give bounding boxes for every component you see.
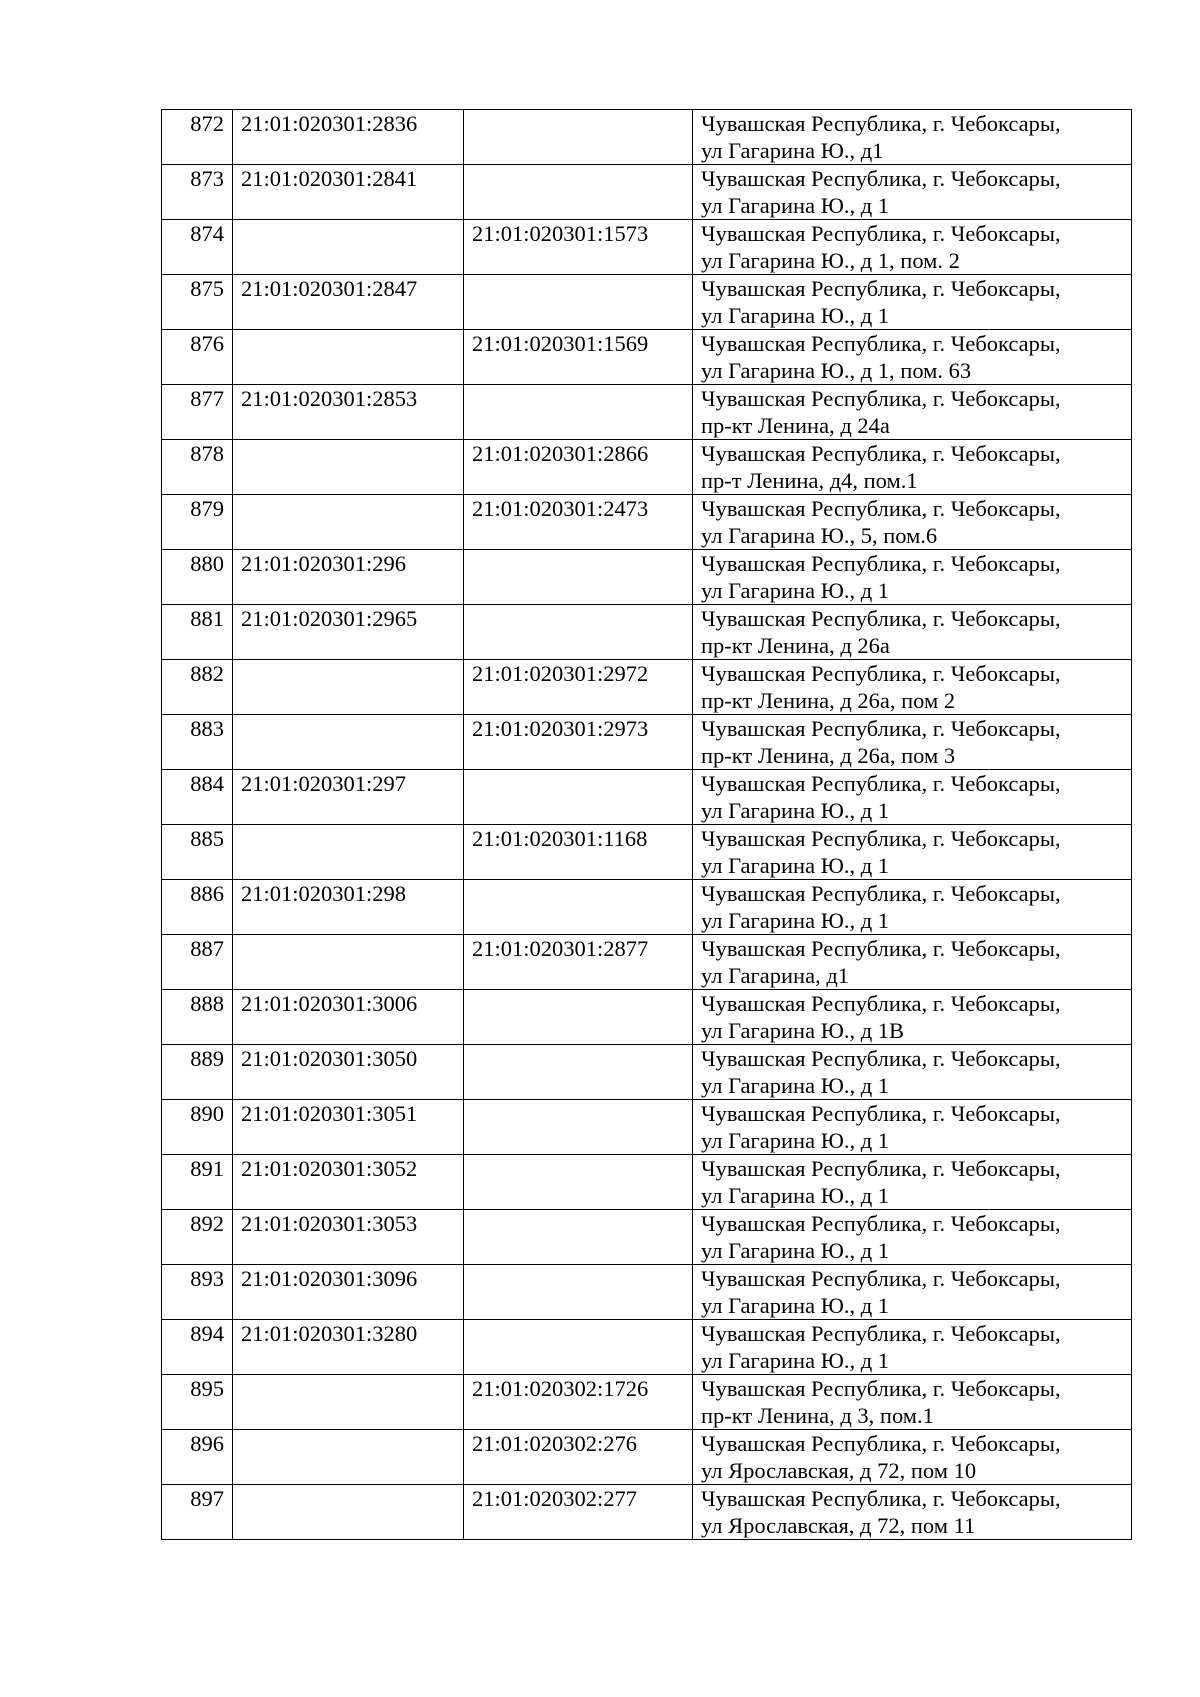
table-row [162, 385, 1132, 440]
table-row [162, 1375, 1132, 1430]
table-row [162, 220, 1132, 275]
premises-cadastral-number-cell [464, 1210, 693, 1265]
building-cadastral-number-cell [233, 1375, 464, 1430]
row-number-cell: 875 [162, 275, 233, 330]
address-line-1: Чувашская Республика, г. Чебоксары, [701, 1486, 1061, 1511]
premises-cadastral-number-cell [464, 880, 693, 935]
premises-cadastral-number-cell [464, 550, 693, 605]
premises-cadastral-number-cell: 21:01:020301:2473 [464, 495, 693, 550]
address-line-1: Чувашская Республика, г. Чебоксары, [701, 881, 1061, 906]
address-line-1: Чувашская Республика, г. Чебоксары, [701, 1211, 1061, 1236]
address-line-2: ул Гагарина Ю., д 1, пом. 2 [701, 248, 960, 273]
row-number-cell: 874 [162, 220, 233, 275]
row-number-cell: 883 [162, 715, 233, 770]
premises-cadastral-number-cell [464, 1320, 693, 1375]
address-cell [693, 1045, 1132, 1100]
address-line-1: Чувашская Республика, г. Чебоксары, [701, 716, 1061, 741]
building-cadastral-number-cell: 21:01:020301:3050 [233, 1045, 464, 1100]
address-line-2: ул Ярославская, д 72, пом 10 [701, 1458, 977, 1483]
cadastral-registry-table [161, 109, 1132, 1540]
address-line-1: Чувашская Республика, г. Чебоксары, [701, 386, 1061, 411]
address-line-1: Чувашская Республика, г. Чебоксары, [701, 1156, 1061, 1181]
address-cell [693, 1265, 1132, 1320]
premises-cadastral-number-cell: 21:01:020301:1168 [464, 825, 693, 880]
premises-cadastral-number-cell [464, 165, 693, 220]
address-line-1: Чувашская Республика, г. Чебоксары, [701, 826, 1061, 851]
address-cell [693, 1430, 1132, 1485]
row-number-cell: 893 [162, 1265, 233, 1320]
building-cadastral-number-cell [233, 440, 464, 495]
address-line-1: Чувашская Республика, г. Чебоксары, [701, 1046, 1061, 1071]
premises-cadastral-number-cell [464, 1155, 693, 1210]
building-cadastral-number-cell [233, 220, 464, 275]
address-line-2: ул Ярославская, д 72, пом 11 [701, 1513, 976, 1538]
address-line-2: ул Гагарина, д1 [701, 963, 850, 988]
building-cadastral-number-cell: 21:01:020301:298 [233, 880, 464, 935]
table-row [162, 110, 1132, 165]
row-number-cell: 890 [162, 1100, 233, 1155]
row-number-cell: 888 [162, 990, 233, 1045]
address-line-1: Чувашская Республика, г. Чебоксары, [701, 551, 1061, 576]
building-cadastral-number-cell [233, 660, 464, 715]
address-line-1: Чувашская Республика, г. Чебоксары, [701, 661, 1061, 686]
address-cell [693, 605, 1132, 660]
premises-cadastral-number-cell: 21:01:020302:276 [464, 1430, 693, 1485]
row-number-cell: 896 [162, 1430, 233, 1485]
address-line-1: Чувашская Республика, г. Чебоксары, [701, 166, 1061, 191]
address-cell [693, 330, 1132, 385]
address-line-1: Чувашская Республика, г. Чебоксары, [701, 1266, 1061, 1291]
address-line-1: Чувашская Республика, г. Чебоксары, [701, 936, 1061, 961]
table-row [162, 440, 1132, 495]
address-line-2: пр-кт Ленина, д 24а [701, 413, 890, 438]
premises-cadastral-number-cell: 21:01:020301:2877 [464, 935, 693, 990]
address-cell [693, 220, 1132, 275]
address-cell [693, 990, 1132, 1045]
premises-cadastral-number-cell: 21:01:020301:2866 [464, 440, 693, 495]
address-line-1: Чувашская Республика, г. Чебоксары, [701, 221, 1061, 246]
address-line-1: Чувашская Республика, г. Чебоксары, [701, 496, 1061, 521]
premises-cadastral-number-cell: 21:01:020301:1573 [464, 220, 693, 275]
address-line-2: ул Гагарина Ю., д 1 [701, 853, 890, 878]
row-number-cell: 882 [162, 660, 233, 715]
address-line-1: Чувашская Республика, г. Чебоксары, [701, 1431, 1061, 1456]
address-line-1: Чувашская Республика, г. Чебоксары, [701, 1321, 1061, 1346]
registry-table-body [162, 110, 1132, 1540]
address-line-2: ул Гагарина Ю., д 1 [701, 1073, 890, 1098]
address-cell [693, 110, 1132, 165]
address-cell [693, 1320, 1132, 1375]
address-line-2: ул Гагарина Ю., д 1 [701, 1293, 890, 1318]
premises-cadastral-number-cell: 21:01:020302:277 [464, 1485, 693, 1540]
address-line-1: Чувашская Республика, г. Чебоксары, [701, 606, 1061, 631]
table-row [162, 165, 1132, 220]
premises-cadastral-number-cell [464, 385, 693, 440]
premises-cadastral-number-cell [464, 1100, 693, 1155]
premises-cadastral-number-cell [464, 110, 693, 165]
building-cadastral-number-cell [233, 1430, 464, 1485]
building-cadastral-number-cell: 21:01:020301:2965 [233, 605, 464, 660]
table-row [162, 1265, 1132, 1320]
address-cell [693, 550, 1132, 605]
address-line-2: пр-т Ленина, д4, пом.1 [701, 468, 918, 493]
table-row [162, 880, 1132, 935]
row-number-cell: 881 [162, 605, 233, 660]
row-number-cell: 895 [162, 1375, 233, 1430]
building-cadastral-number-cell: 21:01:020301:3051 [233, 1100, 464, 1155]
address-cell [693, 880, 1132, 935]
address-cell [693, 1100, 1132, 1155]
row-number-cell: 887 [162, 935, 233, 990]
building-cadastral-number-cell: 21:01:020301:2836 [233, 110, 464, 165]
row-number-cell: 894 [162, 1320, 233, 1375]
premises-cadastral-number-cell: 21:01:020301:2972 [464, 660, 693, 715]
address-line-2: пр-кт Ленина, д 26а [701, 633, 890, 658]
premises-cadastral-number-cell: 21:01:020301:1569 [464, 330, 693, 385]
building-cadastral-number-cell [233, 935, 464, 990]
row-number-cell: 891 [162, 1155, 233, 1210]
address-cell [693, 165, 1132, 220]
table-row [162, 1485, 1132, 1540]
building-cadastral-number-cell [233, 495, 464, 550]
address-line-2: ул Гагарина Ю., д 1 [701, 578, 890, 603]
row-number-cell: 884 [162, 770, 233, 825]
building-cadastral-number-cell: 21:01:020301:3006 [233, 990, 464, 1045]
table-row [162, 605, 1132, 660]
table-row [162, 1210, 1132, 1265]
row-number-cell: 873 [162, 165, 233, 220]
address-cell [693, 440, 1132, 495]
address-cell [693, 715, 1132, 770]
premises-cadastral-number-cell: 21:01:020301:2973 [464, 715, 693, 770]
address-line-2: ул Гагарина Ю., д 1 [701, 193, 890, 218]
premises-cadastral-number-cell [464, 605, 693, 660]
row-number-cell: 892 [162, 1210, 233, 1265]
table-row [162, 1155, 1132, 1210]
address-line-2: ул Гагарина Ю., д 1 [701, 908, 890, 933]
address-line-2: пр-кт Ленина, д 26а, пом 3 [701, 743, 956, 768]
building-cadastral-number-cell: 21:01:020301:2853 [233, 385, 464, 440]
building-cadastral-number-cell: 21:01:020301:3280 [233, 1320, 464, 1375]
address-line-2: ул Гагарина Ю., д1 [701, 138, 884, 163]
premises-cadastral-number-cell [464, 1045, 693, 1100]
address-cell [693, 385, 1132, 440]
address-line-1: Чувашская Республика, г. Чебоксары, [701, 276, 1061, 301]
building-cadastral-number-cell [233, 715, 464, 770]
address-cell [693, 1375, 1132, 1430]
building-cadastral-number-cell [233, 330, 464, 385]
address-line-1: Чувашская Республика, г. Чебоксары, [701, 331, 1061, 356]
row-number-cell: 880 [162, 550, 233, 605]
address-line-2: ул Гагарина Ю., д 1 [701, 1128, 890, 1153]
address-line-1: Чувашская Республика, г. Чебоксары, [701, 1376, 1061, 1401]
table-row [162, 935, 1132, 990]
building-cadastral-number-cell [233, 825, 464, 880]
row-number-cell: 872 [162, 110, 233, 165]
table-row [162, 1100, 1132, 1155]
table-row [162, 275, 1132, 330]
table-row [162, 495, 1132, 550]
building-cadastral-number-cell: 21:01:020301:296 [233, 550, 464, 605]
address-line-2: ул Гагарина Ю., д 1 [701, 798, 890, 823]
address-line-2: пр-кт Ленина, д 3, пом.1 [701, 1403, 934, 1428]
address-line-2: ул Гагарина Ю., д 1 [701, 1348, 890, 1373]
premises-cadastral-number-cell [464, 990, 693, 1045]
address-cell [693, 275, 1132, 330]
premises-cadastral-number-cell [464, 1265, 693, 1320]
address-line-1: Чувашская Республика, г. Чебоксары, [701, 111, 1061, 136]
address-line-1: Чувашская Республика, г. Чебоксары, [701, 771, 1061, 796]
row-number-cell: 879 [162, 495, 233, 550]
table-row [162, 660, 1132, 715]
row-number-cell: 878 [162, 440, 233, 495]
table-row [162, 1430, 1132, 1485]
row-number-cell: 885 [162, 825, 233, 880]
building-cadastral-number-cell: 21:01:020301:2847 [233, 275, 464, 330]
address-line-2: ул Гагарина Ю., д 1 [701, 303, 890, 328]
address-cell [693, 660, 1132, 715]
building-cadastral-number-cell: 21:01:020301:297 [233, 770, 464, 825]
row-number-cell: 889 [162, 1045, 233, 1100]
premises-cadastral-number-cell [464, 275, 693, 330]
address-cell [693, 770, 1132, 825]
building-cadastral-number-cell [233, 1485, 464, 1540]
building-cadastral-number-cell: 21:01:020301:2841 [233, 165, 464, 220]
address-cell [693, 1210, 1132, 1265]
table-row [162, 1320, 1132, 1375]
table-row [162, 990, 1132, 1045]
address-line-2: ул Гагарина Ю., д 1, пом. 63 [701, 358, 972, 383]
address-line-2: ул Гагарина Ю., д 1 [701, 1183, 890, 1208]
address-line-2: ул Гагарина Ю., д 1 [701, 1238, 890, 1263]
premises-cadastral-number-cell: 21:01:020302:1726 [464, 1375, 693, 1430]
address-cell [693, 1485, 1132, 1540]
address-line-2: пр-кт Ленина, д 26а, пом 2 [701, 688, 956, 713]
premises-cadastral-number-cell [464, 770, 693, 825]
building-cadastral-number-cell: 21:01:020301:3096 [233, 1265, 464, 1320]
address-cell [693, 935, 1132, 990]
address-line-1: Чувашская Республика, г. Чебоксары, [701, 991, 1061, 1016]
row-number-cell: 877 [162, 385, 233, 440]
building-cadastral-number-cell: 21:01:020301:3053 [233, 1210, 464, 1265]
row-number-cell: 876 [162, 330, 233, 385]
address-line-1: Чувашская Республика, г. Чебоксары, [701, 441, 1061, 466]
address-cell [693, 825, 1132, 880]
address-line-2: ул Гагарина Ю., д 1В [701, 1018, 905, 1043]
row-number-cell: 897 [162, 1485, 233, 1540]
table-row [162, 1045, 1132, 1100]
table-row [162, 770, 1132, 825]
address-line-2: ул Гагарина Ю., 5, пом.6 [701, 523, 938, 548]
row-number-cell: 886 [162, 880, 233, 935]
building-cadastral-number-cell: 21:01:020301:3052 [233, 1155, 464, 1210]
table-row [162, 825, 1132, 880]
table-row [162, 330, 1132, 385]
table-row [162, 550, 1132, 605]
address-cell [693, 495, 1132, 550]
address-line-1: Чувашская Республика, г. Чебоксары, [701, 1101, 1061, 1126]
table-row [162, 715, 1132, 770]
address-cell [693, 1155, 1132, 1210]
